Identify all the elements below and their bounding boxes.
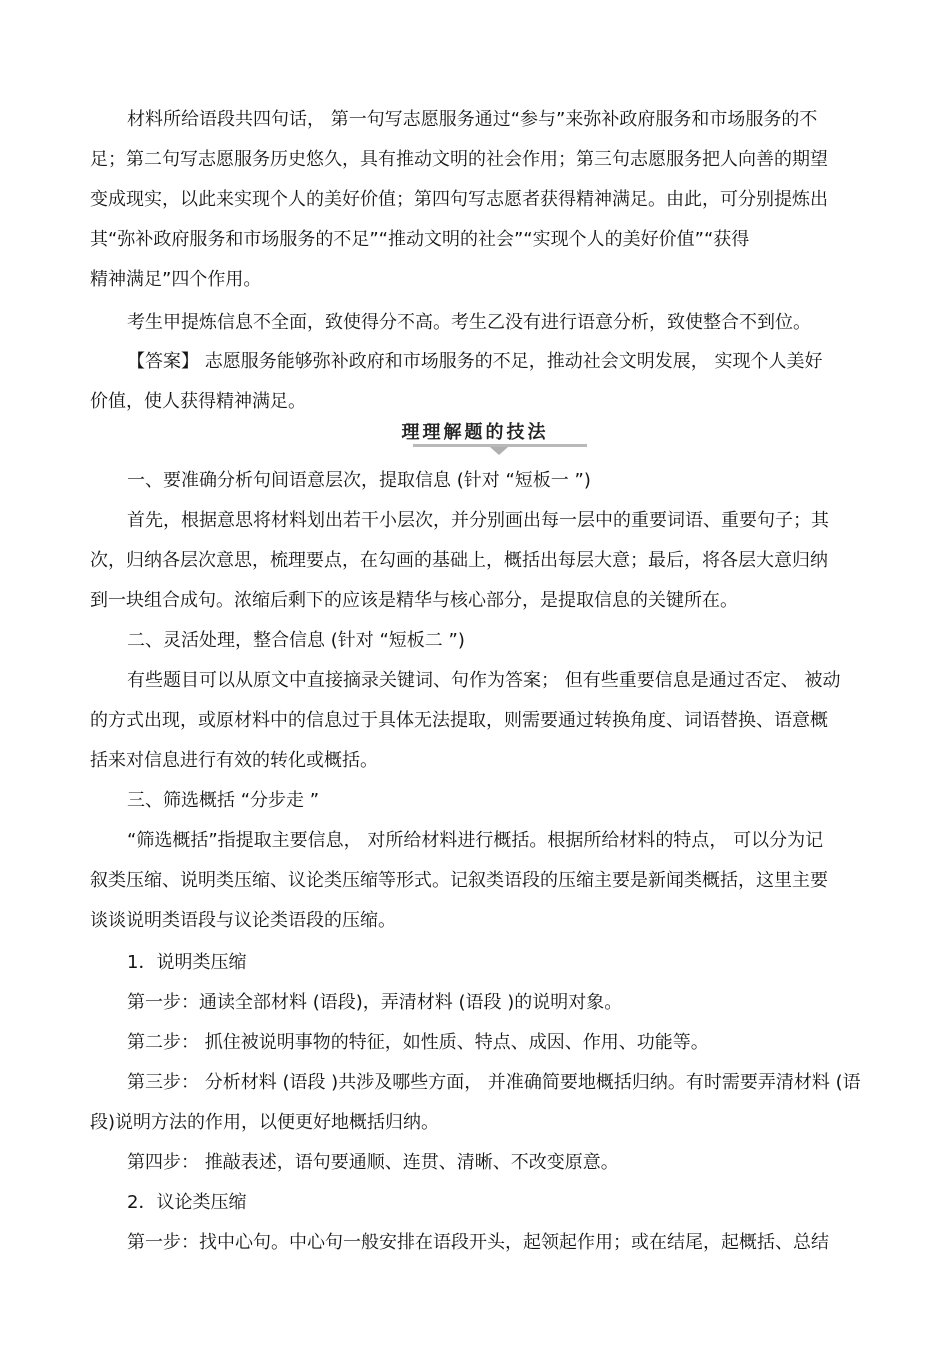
subsection2-title: 2．议论类压缩 [127,1192,247,1213]
paragraph1-line-4: 其“弥补政府服务和市场服务的不足”“推动文明的社会”“实现个人的美好价值”“获得 [90,229,750,250]
paragraph1-line-3: 变成现实，以此来实现个人的美好价值；第四句写志愿者获得精神满足。由此，可分别提炼出 [90,189,828,210]
answer-line-1: 【答案】 志愿服务能够弥补政府和市场服务的不足，推动社会文明发展， 实现个人美好 [127,351,823,372]
subsection1-step-3: 第三步： 分析材料 (语段 )共涉及哪些方面， 并准确简要地概括归纳。有时需要弄清材料 (语 [127,1072,861,1093]
subsection1-step-1: 第一步：通读全部材料 (语段)，弄清材料 (语段 )的说明对象。 [127,992,623,1013]
section3-title: 三、筛选概括 “分步走 ” [127,790,320,811]
section1-title: 一、要准确分析句间语意层次，提取信息 (针对 “短板一 ”) [127,470,591,491]
section1-line-3: 到一块组合成句。浓缩后剩下的应该是精华与核心部分，是提取信息的关键所在。 [90,590,738,611]
paragraph1-line-2: 足；第二句写志愿服务历史悠久，具有推动文明的社会作用；第三句志愿服务把人向善的期望 [90,149,828,170]
paragraph1-line-1: 材料所给语段共四句话， 第一句写志愿服务通过“参与”来弥补政府服务和市场服务的不 [127,109,818,130]
subsection1-title: 1．说明类压缩 [127,952,247,973]
section1-line-2: 次，归纳各层次意思，梳理要点，在勾画的基础上，概括出每层大意；最后，将各层大意归纳 [90,550,828,571]
answer-line-2: 价值，使人获得精神满足。 [90,391,306,412]
section2-line-1: 有些题目可以从原文中直接摘录关键词、句作为答案； 但有些重要信息是通过否定、 被动 [127,670,841,691]
paragraph1-line-5: 精神满足”四个作用。 [90,269,262,290]
section-heading: 理理解题的技法 [401,422,549,443]
section3-line-1: “筛选概括”指提取主要信息， 对所给材料进行概括。根据所给材料的特点， 可以分为记 [127,830,824,851]
subsection1-step-4: 第四步： 推敲表述，语句要通顺、连贯、清晰、不改变原意。 [127,1152,619,1173]
section2-line-2: 的方式出现，或原材料中的信息过于具体无法提取，则需要通过转换角度、词语替换、语意概 [90,710,828,731]
section2-title: 二、灵活处理，整合信息 (针对 “短板二 ”) [127,630,465,651]
section3-line-3: 谈谈说明类语段与议论类语段的压缩。 [90,910,396,931]
section3-line-2: 叙类压缩、说明类压缩、议论类压缩等形式。记叙类语段的压缩主要是新闻类概括，这里主要 [90,870,828,891]
paragraph2: 考生甲提炼信息不全面，致使得分不高。考生乙没有进行语意分析，致使整合不到位。 [127,312,811,333]
section2-line-3: 括来对信息进行有效的转化或概括。 [90,750,378,771]
heading-arrow-icon [490,447,508,455]
subsection1-step-3-cont: 段)说明方法的作用，以便更好地概括归纳。 [90,1112,440,1133]
subsection2-step-1: 第一步：找中心句。中心句一般安排在语段开头，起领起作用；或在结尾，起概括、总结 [127,1232,829,1253]
subsection1-step-2: 第二步： 抓住被说明事物的特征，如性质、特点、成因、作用、功能等。 [127,1032,709,1053]
section1-line-1: 首先，根据意思将材料划出若干小层次，并分别画出每一层中的重要词语、重要句子；其 [127,510,829,531]
